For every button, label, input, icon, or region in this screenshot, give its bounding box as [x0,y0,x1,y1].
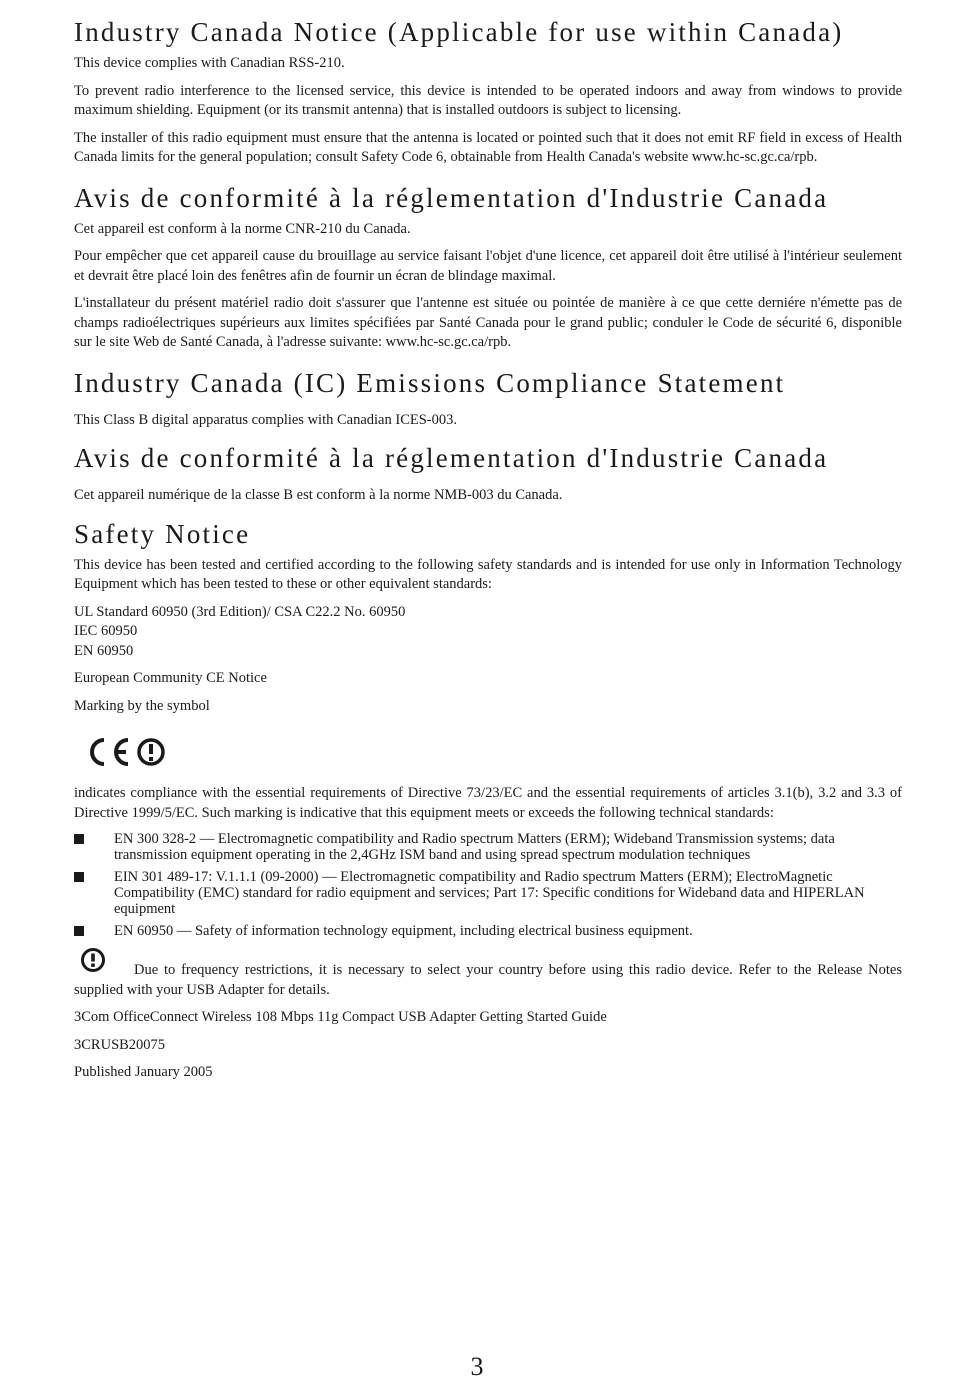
ce-mark-with-alert-icon [82,734,902,770]
part-number: 3CRUSB20075 [74,1036,166,1053]
bullet-square-icon [74,834,84,844]
list-item [74,923,902,939]
section-title-ic-notice: Industry Canada Notice (Applicable for use within Canada) [74,17,844,47]
list-item [74,831,902,863]
note-text: Due to frequency restrictions, it is necessary to select your country before using this radio device. Refer to the Release Notes supplied with your USB Adapter for details. [74,962,902,998]
paragraph: To prevent radio interference to the licensed service, this device is intended to be operated indoors and away from windows to provide maximum shielding. Equipment (or its transmit antenna) that is installed outdoors is subject to licensing. [74,82,902,118]
paragraph: Pour empêcher que cet appareil cause du brouillage au service faisant l'objet d'une licence, cet appareil doit être utilisé à l'intérieur seulement et devrait être placé loin des fenêtres afin de fournir un écran de blindage maximal. [74,248,902,284]
list-item-text: EIN 301 489-17: V.1.1.1 (09-2000) — Electromagnetic compatibility and Radio spectrum Matters (ERM); ElectroMagnetic Compatibility (EMC) standard for radio equipment and services; Part 17: Specific conditions for Wideband data and HIPERLAN equipment [114,869,865,917]
frequency-note [74,961,902,1000]
standard-line: EN 60950 [74,642,134,659]
standards-bullet-list [74,831,902,939]
alert-circle-icon [80,947,106,973]
list-item [74,869,902,917]
marking-label: Marking by the symbol [74,697,210,714]
paragraph: This device has been tested and certified according to the following safety standards and is intended for use only in Information Technology Equipment which has been tested to these or other equivalent standards: [74,556,902,592]
section-title-avis-2: Avis de conformité à la réglementation d'Industrie Canada [74,443,829,473]
paragraph: The installer of this radio equipment must ensure that the antenna is located or pointed such that it does not emit RF field in excess of Health Canada limits for the general population; consult Safety Code 6, obtainable from Health Canada's website www.hc-sc.gc.ca/rpb. [74,129,902,165]
paragraph: Cet appareil est conform à la norme CNR-210 du Canada. [74,220,411,237]
section-title-ic-emissions: Industry Canada (IC) Emissions Compliance Statement [74,367,786,398]
published-date: Published January 2005 [74,1064,213,1080]
paragraph: This Class B digital apparatus complies with Canadian ICES-003. [74,411,457,428]
section-title-safety: Safety Notice [74,518,251,549]
product-name: 3Com OfficeConnect Wireless 108 Mbps 11g Compact USB Adapter Getting Started Guide [74,1009,607,1025]
paragraph: L'installateur du présent matériel radio doit s'assurer que l'antenne est située ou pointée de manière à ce que cette derniére n'émette pas de champs radioélectriques supérieurs aux limites spécifiées par Santé Canada pour le grand public; conduler le Code de sécurité 6, disponible sur le site Web de Santé Canada, à l'adresse suivante: www.hc-sc.gc.ca/rpb. [74,295,902,350]
paragraph: This device complies with Canadian RSS-210. [74,55,345,71]
section-title-avis-1: Avis de conformité à la réglementation d'Industrie Canada [74,182,829,213]
standards-list [74,603,902,662]
list-item-text: EN 300 328-2 — Electromagnetic compatibility and Radio spectrum Matters (ERM); Wideband Transmission systems; data transmission equipment operating in the 2,4GHz ISM band and using spread spectrum modulation techniques [114,831,835,863]
document-page [74,16,902,1083]
list-item-text: EN 60950 — Safety of information technology equipment, including electrical business equipment. [114,923,693,939]
bullet-square-icon [74,872,84,882]
paragraph: indicates compliance with the essential requirements of Directive 73/23/EC and the essential requirements of articles 3.1(b), 3.2 and 3.3 of Directive 1999/5/EC. Such marking is indicative that this equipment meets or exceeds the following technical standards: [74,785,902,821]
paragraph: Cet appareil numérique de la classe B est conform à la norme NMB-003 du Canada. [74,487,563,503]
bullet-square-icon [74,926,84,936]
page-number: 3 [470,1352,484,1381]
ce-alert-symbol-icon [82,735,168,769]
standard-line: IEC 60950 [74,623,138,639]
standard-line: UL Standard 60950 (3rd Edition)/ CSA C22.2 No. 60950 [74,603,406,620]
ce-notice-label: European Community CE Notice [74,670,267,686]
